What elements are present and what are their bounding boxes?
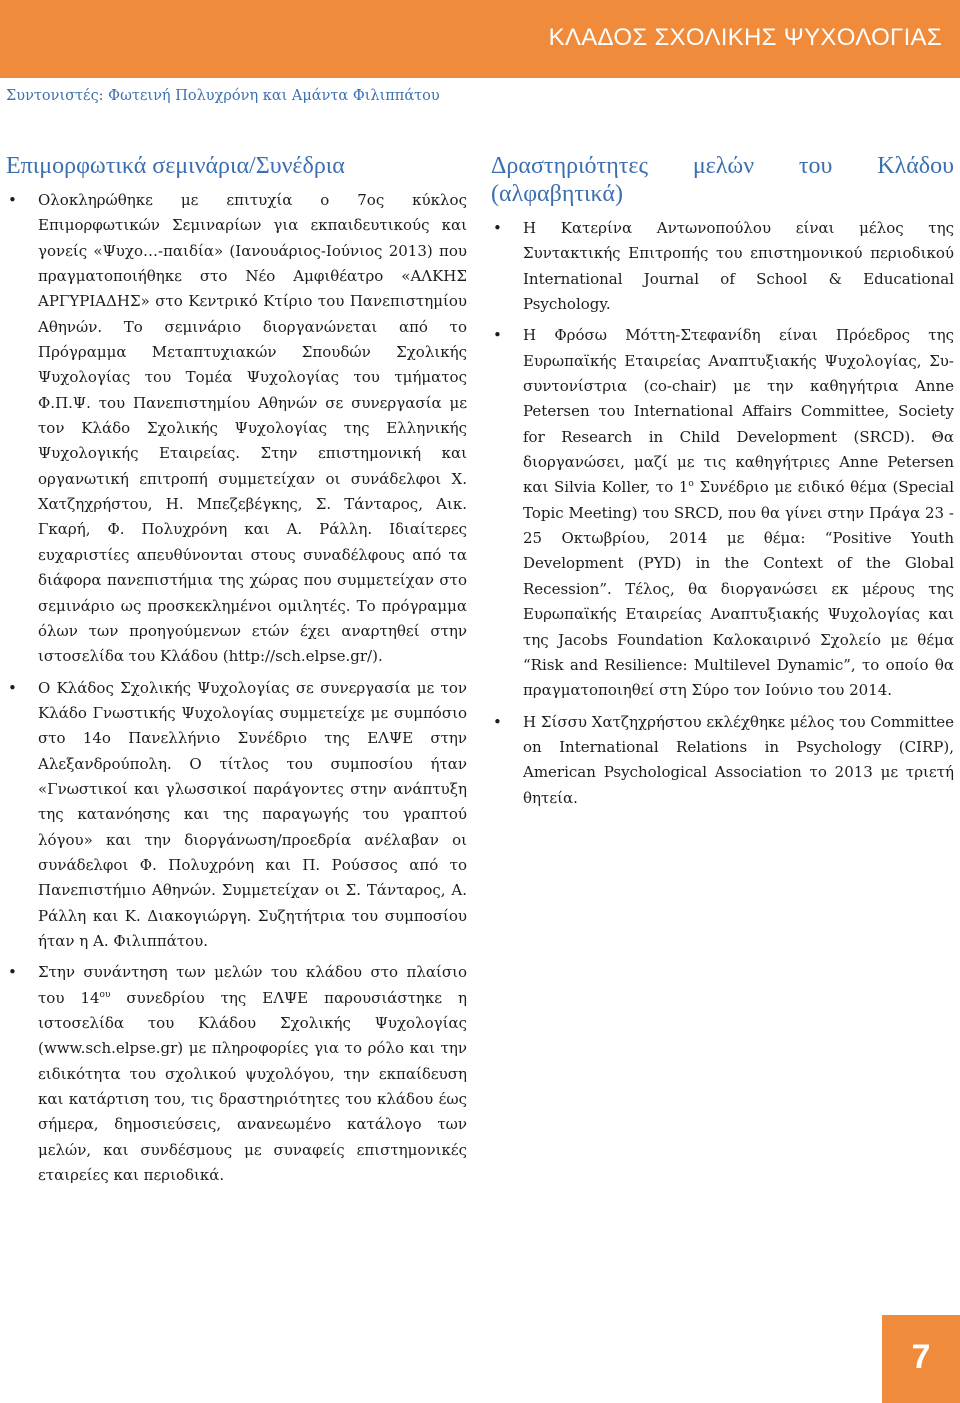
bullet-icon: • <box>493 326 502 345</box>
list-item-text: Η Κατερίνα Αντωνοπούλου είναι μέλος της Συντακτικής Επιτροπής του επιστημονικού περιοδικού International Journal of School & Educational Psychology. <box>523 219 954 314</box>
list-item-text-a: Στην συνάντηση των μελών του κλάδου στο πλαίσιο του 14 <box>38 963 467 1007</box>
list-item-text-b: Συνέδριο με ειδικό θέμα (Special Topic Meeting) του SRCD, που θα γίνει στην Πράγα 23 - 25 Οκτωβρίου, 2014 με θέμα: “Positive Youth Development (PYD) in the Context of the Global Recession”. Τέλος, θα διοργανώσει εκ μέρους της Ευρωπαϊκής Εταιρείας Αναπτυξιακής Ψυχολογίας και της Jacobs Foundation Καλοκαιρινό Σχολείο με θέμα “Risk and Resilience: Multilevel Dynamic”, το οποίο θα πραγματοποιηθεί στη Σύρο τον Ιούνιο του 2014. <box>523 478 954 700</box>
ordinal-suffix: ο <box>688 479 694 490</box>
list-item <box>6 676 467 955</box>
list-item-text-a: Η Φρόσω Μόττη-Στεφανίδη είναι Πρόεδρος της Ευρωπαϊκής Εταιρείας Αναπτυξιακής Ψυχολογίας, Συ-συντονίστρια (co-chair) με την καθηγήτρια Anne Petersen του International Affairs Committee, Society for Research in Child Development (SRCD). Θα διοργανώσει, μαζί με τις καθηγήτριες Anne Petersen και Silvia Koller, το 1 <box>523 326 954 497</box>
list-item-text: Ο Κλάδος Σχολικής Ψυχολογίας σε συνεργασία με τον Κλάδο Γνωστικής Ψυχολογίας συμμετείχε με συμπόσιο στο 14ο Πανελλήνιο Συνέδριο της ΕΛΨΕ στην Αλεξανδρούπολη. Ο τίτλος του συμποσίου ήταν «Γνωστικοί και γλωσσικοί παράγοντες στην ανάπτυξη της κατανόησης και της παραγωγής του γραπτού λόγου» και την διοργάνωση/προεδρία ανέλαβαν οι συνάδελφοι Φ. Πολυχρόνη και Π. Ρούσσος από το Πανεπιστήμιο Αθηνών. Συμμετείχαν οι Σ. Τάνταρος, Α. Ράλλη και Κ. Διακογιώργη. Συζητήτρια του συμποσίου ήταν η Α. Φιλιππάτου. <box>38 678 467 950</box>
page-number: 7 <box>911 1338 931 1376</box>
list-item-text: Ολοκληρώθηκε με επιτυχία ο 7ος κύκλος Επιμορφωτικών Σεμιναρίων για εκπαιδευτικούς και γονείς «Ψυχο…-παιδία» (Ιανουάριος-Ιούνιος 2013) που πραγματοποιήθηκε στο Νέο Αμφιθέατρο «ΑΛΚΗΣ ΑΡΓΥΡΙΑΔΗΣ» στο Κεντρικό Κτίριο του Πανεπιστημίου Αθηνών. Το σεμινάριο διοργανώνεται από το Πρόγραμμα Μεταπτυχιακών Σπουδών Σχολικής Ψυχολογίας του Τομέα Ψυχολογίας του τμήματος Φ.Π.Ψ. του Πανεπιστημίου Αθηνών σε συνεργασία με τον Κλάδο Σχολικής Ψυχολογίας της Ελληνικής Ψυχολογικής Εταιρείας. Στην επιστημονική και οργανωτική επιτροπή συμμετείχαν οι συνάδελφοι Χ. Χατζηχρήστου, Η. Μπεζεβέγκης, Σ. Τάνταρος, Αικ. Γκαρή, Φ. Πολυχρόνη και Α. Ράλλη. Ιδιαίτερες ευχαριστίες απευθύνονται στους συναδέλφους από τα διάφορα πανεπιστήμια της χώρας που συμμετείχαν στο σεμινάριο ως προσκεκλημένοι ομιλητές. Το πρόγραμμα όλων των προηγούμενων ετών έχει αναρτηθεί στην ιστοσελίδα του Κλάδου (http://sch.elpse.gr/). <box>38 191 467 666</box>
left-column <box>6 152 467 1194</box>
members-list <box>491 216 954 811</box>
bullet-icon: • <box>8 678 17 697</box>
bullet-icon: • <box>8 963 17 982</box>
list-item <box>491 710 954 811</box>
section-title: ΚΛΑΔΟΣ ΣΧΟΛΙΚΗΣ ΨΥΧΟΛΟΓΙΑΣ <box>548 24 942 51</box>
seminars-heading: Επιμορφωτικά σεμινάρια/Συνέδρια <box>6 153 345 179</box>
ordinal-suffix: ου <box>99 989 111 1000</box>
bullet-icon: • <box>8 191 17 209</box>
list-item <box>6 960 467 1188</box>
list-item-text-b: συνεδρίου της ΕΛΨΕ παρουσιάστηκε η ιστοσελίδα του Κλάδου Σχολικής Ψυχολογίας (www.sch.elpse.gr) με πληροφορίες για το ρόλο και την ειδικότητα του σχολικού ψυχολόγου, την εκπαίδευση και κατάρτιση του, τις δραστηριότητες του κλάδου έως σήμερα, δημοσιεύσεις, ανανεωμένο κατάλογο των μελών, και συνδέσμους με συναφείς επιστημονικές εταιρείες και περιοδικά. <box>38 988 467 1185</box>
right-column <box>491 152 954 817</box>
list-item <box>6 188 467 670</box>
list-item-text: Η Σίσσυ Χατζηχρήστου εκλέχθηκε μέλος του Committee on International Relations in Psychology (CIRP), American Psychological Association το 2013 με τριετή θητεία. <box>523 712 954 807</box>
list-item <box>491 216 954 317</box>
page-number-box <box>882 1315 960 1403</box>
bullet-icon: • <box>493 219 502 237</box>
list-item <box>491 323 954 703</box>
coordinators-line: Συντονιστές: Φωτεινή Πολυχρόνη και Αμάντα Φιλιππάτου <box>6 88 440 104</box>
members-activities-heading: Δραστηριότητες μελών του Κλάδου (αλφαβητικά) <box>491 153 954 207</box>
seminars-list <box>6 188 467 1188</box>
bullet-icon: • <box>493 712 502 731</box>
header-bar <box>0 0 960 78</box>
